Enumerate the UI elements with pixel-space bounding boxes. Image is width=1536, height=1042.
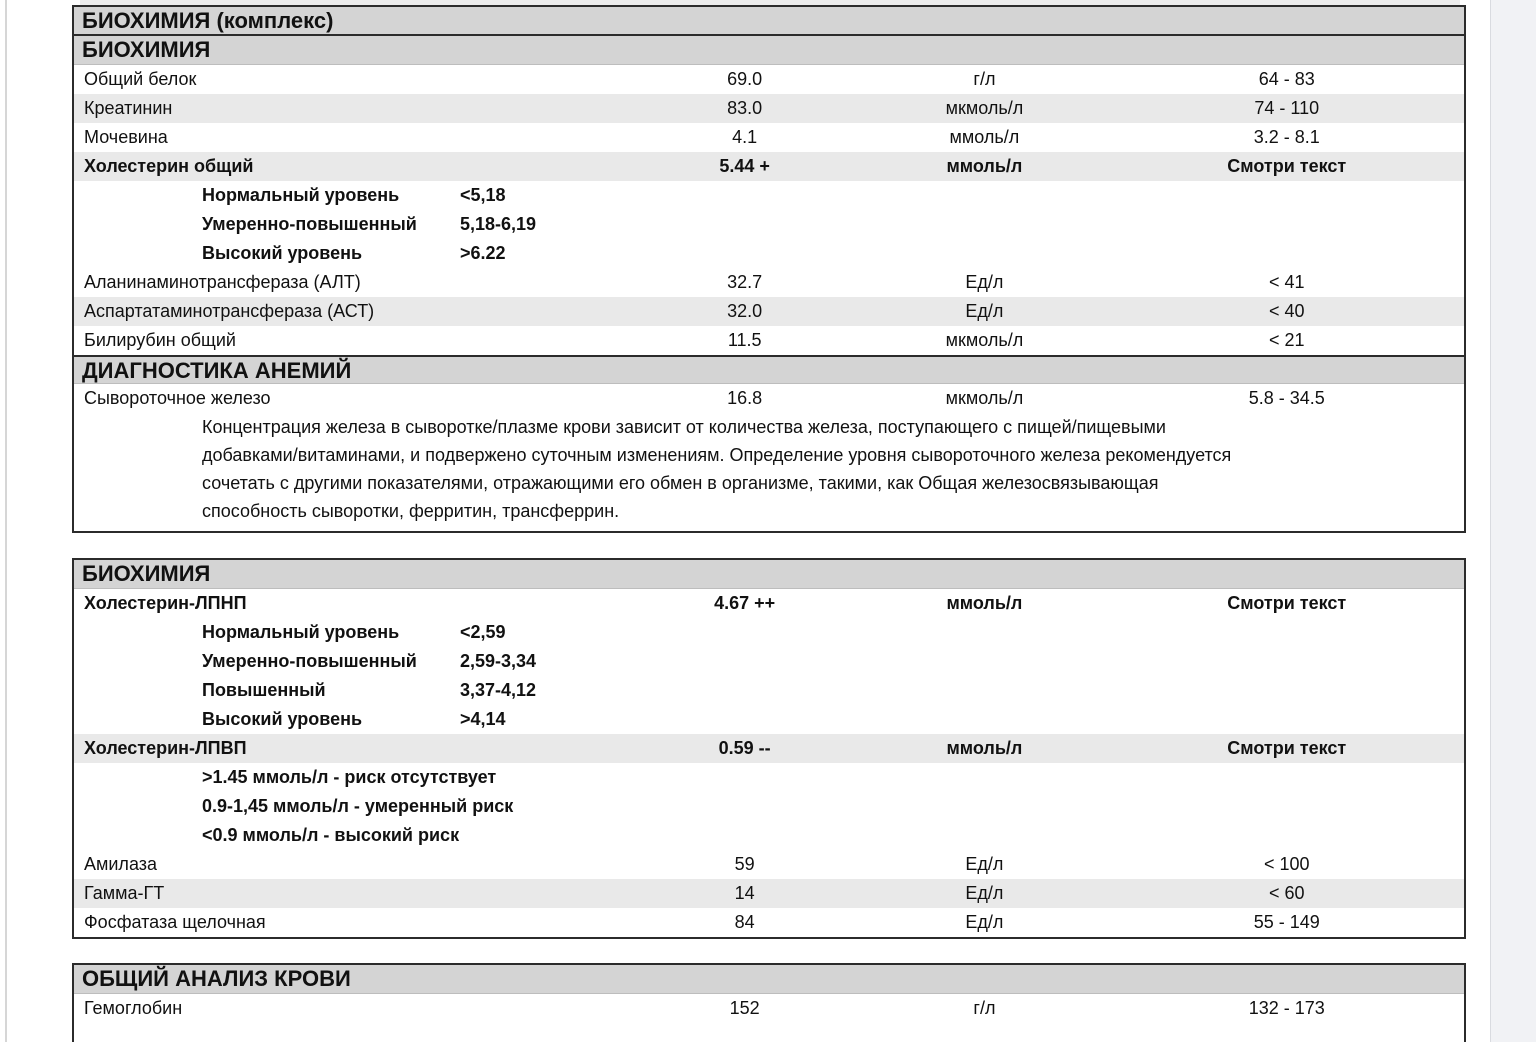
unit: Ед/л	[965, 272, 1004, 292]
result-value: 84	[734, 912, 755, 932]
subsection-title-biochem: БИОХИМИЯ	[74, 36, 1464, 65]
result-value-flagged: 5.44 +	[719, 156, 770, 176]
iron-note-line: способность сыворотки, ферритин, трансферрин.	[202, 501, 620, 521]
result-value: 32.7	[727, 272, 763, 292]
level-label: Умеренно-повышенный	[202, 214, 417, 234]
level-value: 3,37-4,12	[460, 680, 537, 700]
section-title: БИОХИМИЯ (комплекс)	[74, 7, 1464, 36]
cholesterol-level-high	[74, 239, 1464, 268]
subsection-title-anemia: ДИАГНОСТИКА АНЕМИЙ	[74, 355, 1464, 384]
result-value: 16.8	[727, 388, 763, 408]
section-title: ОБЩИЙ АНАЛИЗ КРОВИ	[74, 965, 1464, 994]
section-biochem-complex	[72, 5, 1466, 533]
table-row-serum-iron	[74, 384, 1464, 413]
reference-range: Смотри текст	[1227, 738, 1347, 758]
result-value: 32.0	[727, 301, 763, 321]
table-row-hdl	[74, 734, 1464, 763]
scrollbar[interactable]	[1490, 0, 1536, 1042]
table-row-ast	[74, 297, 1464, 326]
level-label: Нормальный уровень	[202, 622, 400, 642]
level-value: >4,14	[460, 709, 506, 729]
unit: мкмоль/л	[945, 388, 1024, 408]
unit: мкмоль/л	[945, 98, 1024, 118]
table-row-total-protein	[74, 65, 1464, 94]
analyte-name: Билирубин общий	[84, 330, 236, 350]
analyte-name: Фосфатаза щелочная	[84, 912, 266, 932]
analyte-name: Холестерин-ЛПНП	[84, 593, 247, 613]
unit: Ед/л	[965, 912, 1004, 932]
unit: ммоль/л	[946, 156, 1023, 176]
reference-range: 5.8 - 34.5	[1248, 388, 1325, 408]
hdl-risk-line: >1.45 ммоль/л - риск отсутствует	[202, 767, 497, 787]
analyte-name: Амилаза	[84, 854, 158, 874]
table-row-hemoglobin	[74, 994, 1464, 1023]
reference-range: 3.2 - 8.1	[1253, 127, 1320, 147]
reference-range: 132 - 173	[1248, 998, 1325, 1018]
result-value: 152	[729, 998, 760, 1018]
level-label: Умеренно-повышенный	[202, 651, 417, 671]
reference-range: < 41	[1268, 272, 1305, 292]
table-row-ggt	[74, 879, 1464, 908]
section-title: БИОХИМИЯ	[74, 560, 1464, 589]
analyte-name: Общий белок	[84, 69, 197, 89]
section-cbc	[72, 963, 1466, 1042]
table-row-amylase	[74, 850, 1464, 879]
reference-range: 74 - 110	[1254, 98, 1320, 118]
reference-range: 55 - 149	[1253, 912, 1320, 932]
analyte-name: Гемоглобин	[84, 998, 183, 1018]
iron-note-line: сочетать с другими показателями, отражающими его обмен в организме, такими, как Общая железосвязывающая	[202, 473, 1159, 493]
reference-range: < 100	[1263, 854, 1310, 874]
level-label: Повышенный	[202, 680, 326, 700]
table-row-bilirubin	[74, 326, 1464, 355]
table-row-urea	[74, 123, 1464, 152]
reference-range: Смотри текст	[1227, 593, 1347, 613]
reference-range: Смотри текст	[1227, 156, 1347, 176]
ldl-level-moderate	[74, 647, 1464, 676]
unit: ммоль/л	[949, 127, 1020, 147]
hdl-risk-line: 0.9-1,45 ммоль/л - умеренный риск	[202, 796, 514, 816]
level-value: 5,18-6,19	[460, 214, 537, 234]
analyte-name: Мочевина	[84, 127, 168, 147]
level-label: Высокий уровень	[202, 243, 363, 263]
level-value: <2,59	[460, 622, 506, 642]
hdl-risk-line: <0.9 ммоль/л - высокий риск	[202, 825, 460, 845]
table-row-alt	[74, 268, 1464, 297]
unit: г/л	[973, 998, 996, 1018]
unit: мкмоль/л	[945, 330, 1024, 350]
unit: г/л	[973, 69, 996, 89]
level-value: 2,59-3,34	[460, 651, 537, 671]
table-row-creatinine	[74, 94, 1464, 123]
unit: Ед/л	[965, 301, 1004, 321]
level-value: >6.22	[460, 243, 506, 263]
result-value-flagged: 4.67 ++	[714, 593, 776, 613]
unit: ммоль/л	[946, 593, 1023, 613]
level-label: Высокий уровень	[202, 709, 363, 729]
cholesterol-level-moderate	[74, 210, 1464, 239]
cholesterol-level-normal	[74, 181, 1464, 210]
table-row-ldl	[74, 589, 1464, 618]
analyte-name: Сывороточное железо	[84, 388, 271, 408]
result-value: 69.0	[727, 69, 763, 89]
ldl-level-high	[74, 705, 1464, 734]
level-value: <5,18	[460, 185, 506, 205]
reference-range: 64 - 83	[1258, 69, 1315, 89]
result-value: 59	[734, 854, 755, 874]
iron-note-line: добавками/витаминами, и подвержено суточным изменениям. Определение уровня сывороточного железа рекомендуется	[202, 445, 1232, 465]
result-value: 14	[734, 883, 755, 903]
ldl-level-elevated	[74, 676, 1464, 705]
table-row-alkaline-phosphatase	[74, 908, 1464, 937]
result-value-flagged: 0.59 --	[718, 738, 771, 758]
analyte-name: Аланинаминотрансфераза (АЛТ)	[84, 272, 361, 292]
analyte-name: Гамма-ГТ	[84, 883, 165, 903]
result-value: 4.1	[732, 127, 758, 147]
result-value: 83.0	[727, 98, 763, 118]
unit: Ед/л	[965, 854, 1004, 874]
reference-range: < 60	[1268, 883, 1305, 903]
analyte-name: Холестерин общий	[84, 156, 254, 176]
section-biochem-lipids	[72, 558, 1466, 939]
ldl-level-normal	[74, 618, 1464, 647]
level-label: Нормальный уровень	[202, 185, 400, 205]
unit: ммоль/л	[946, 738, 1023, 758]
table-row-cholesterol-total	[74, 152, 1464, 181]
reference-range: < 40	[1268, 301, 1305, 321]
analyte-name: Холестерин-ЛПВП	[84, 738, 247, 758]
reference-range: < 21	[1268, 330, 1305, 350]
page-left-edge	[5, 0, 7, 1042]
unit: Ед/л	[965, 883, 1004, 903]
iron-note-line: Концентрация железа в сыворотке/плазме крови зависит от количества железа, поступающего с пищей/пищевыми	[202, 417, 1166, 437]
result-value: 11.5	[727, 330, 762, 350]
analyte-name: Аспартатаминотрансфераза (АСТ)	[84, 301, 375, 321]
analyte-name: Креатинин	[84, 98, 173, 118]
